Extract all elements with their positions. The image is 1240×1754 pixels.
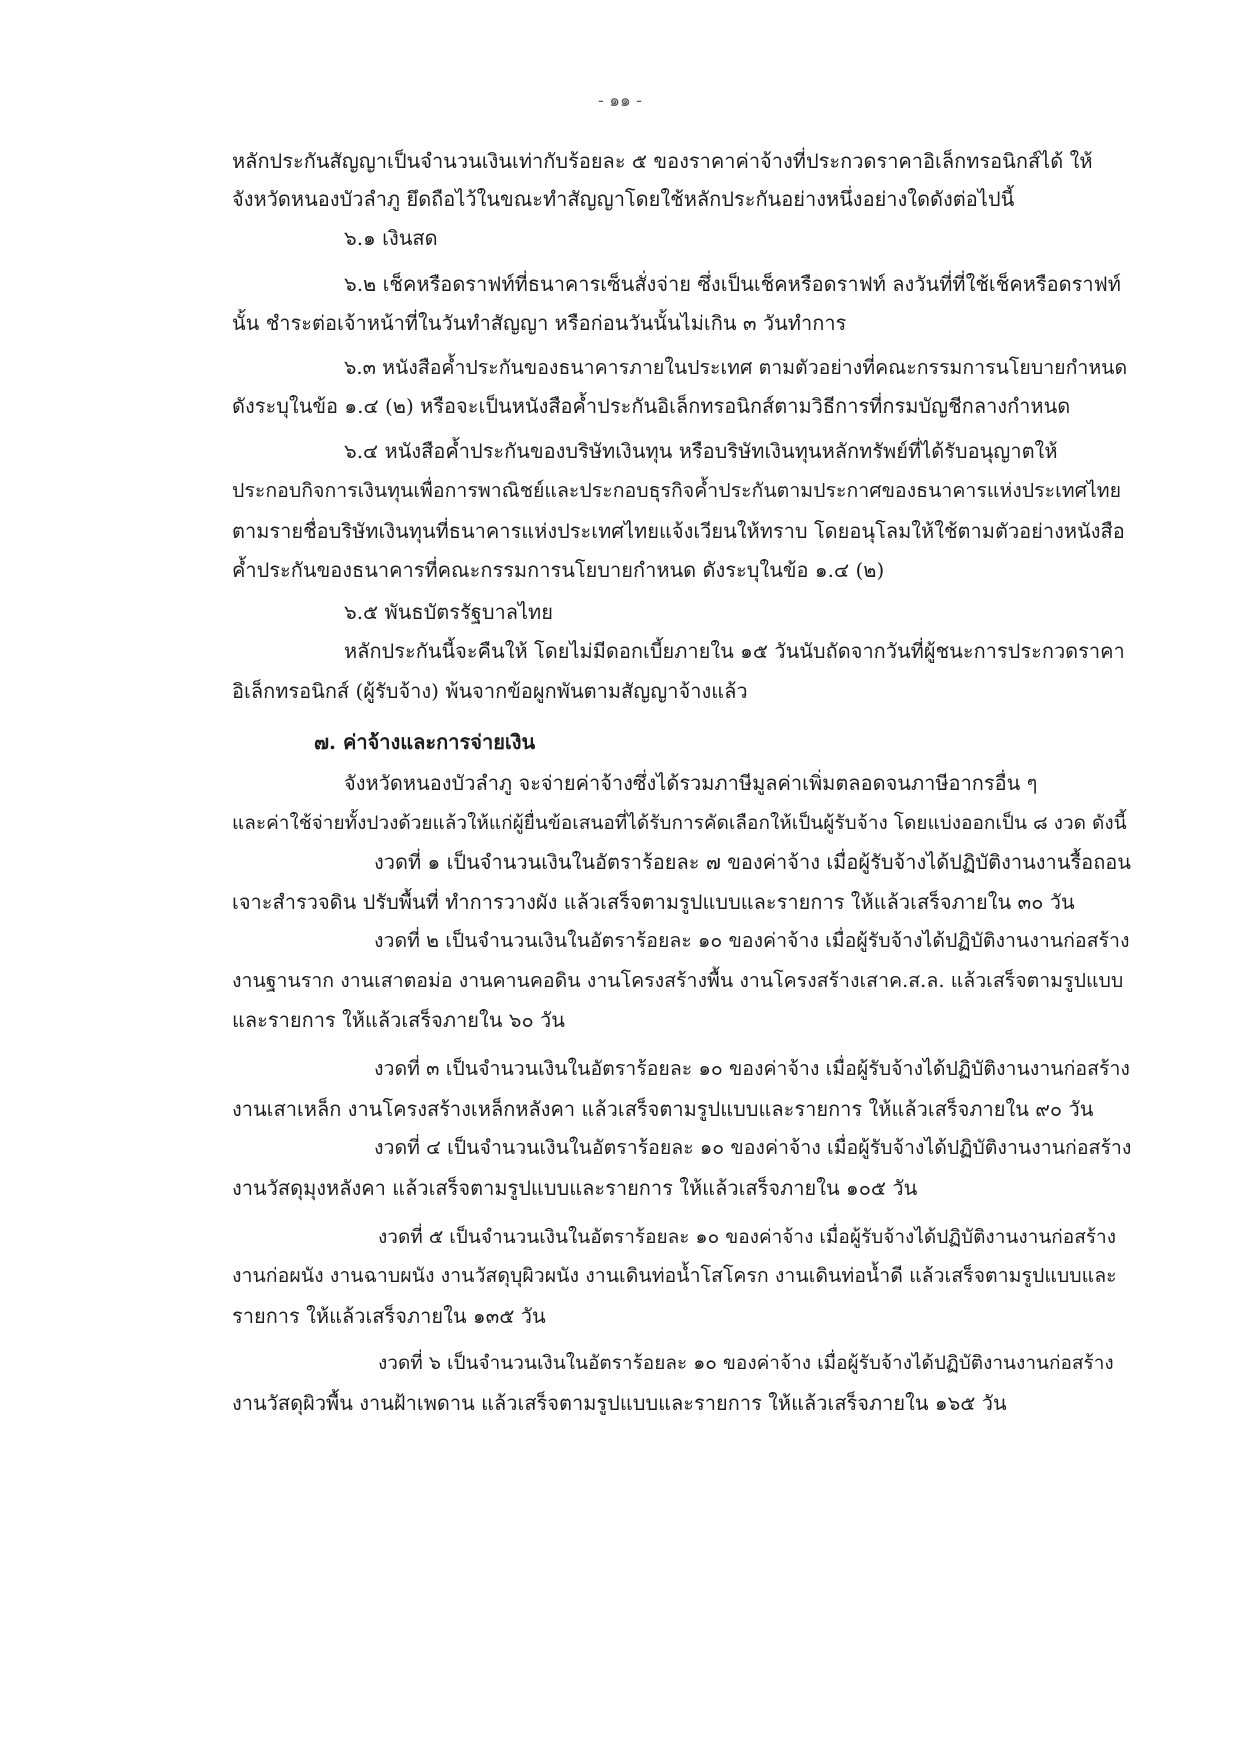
body-line: งานก่อผนัง งานฉาบผนัง งานวัสดุบุผิวผนัง งานเดินท่อน้ำโสโครก งานเดินท่อน้ำดี แล้วเสร็จตามรูปแบบและ xyxy=(232,1264,1117,1287)
body-line: ดังระบุในข้อ ๑.๔ (๒) หรือจะเป็นหนังสือค้ำประกันอิเล็กทรอนิกส์ตามวิธีการที่กรมบัญชีกลางกำหนด xyxy=(232,394,1071,418)
body-line: งานวัสดุมุงหลังคา แล้วเสร็จตามรูปแบบและรายการ ให้แล้วเสร็จภายใน ๑๐๕ วัน xyxy=(232,1176,918,1200)
body-line: อิเล็กทรอนิกส์ (ผู้รับจ้าง) พ้นจากข้อผูกพันตามสัญญาจ้างแล้ว xyxy=(232,679,748,703)
installment-6: งวดที่ ๖ เป็นจำนวนเงินในอัตราร้อยละ ๑๐ ของค่าจ้าง เมื่อผู้รับจ้างได้ปฏิบัติงานงานก่อสร้าง xyxy=(378,1352,1114,1374)
body-line: หลักประกันนี้จะคืนให้ โดยไม่มีดอกเบี้ยภายใน ๑๕ วันนับถัดจากวันที่ผู้ชนะการประกวดราคา xyxy=(344,639,1125,663)
page-number: - ๑๑ - xyxy=(598,91,642,111)
list-item-6-3: ๖.๓ หนังสือค้ำประกันของธนาคารภายในประเทศ ตามตัวอย่างที่คณะกรรมการนโยบายกำหนด xyxy=(344,356,1128,379)
body-line: งานวัสดุผิวพื้น งานฝ้าเพดาน แล้วเสร็จตามรูปแบบและรายการ ให้แล้วเสร็จภายใน ๑๖๕ วัน xyxy=(232,1391,1007,1415)
installment-3: งวดที่ ๓ เป็นจำนวนเงินในอัตราร้อยละ ๑๐ ของค่าจ้าง เมื่อผู้รับจ้างได้ปฏิบัติงานงานก่อสร้าง xyxy=(374,1057,1130,1080)
body-line: รายการ ให้แล้วเสร็จภายใน ๑๓๕ วัน xyxy=(232,1304,546,1328)
list-item-6-1: ๖.๑ เงินสด xyxy=(344,226,438,250)
section-heading-7: ๗. ค่าจ้างและการจ่ายเงิน xyxy=(314,730,536,754)
list-item-6-2: ๖.๒ เช็คหรือดราฟท์ที่ธนาคารเซ็นสั่งจ่าย ซึ่งเป็นเช็คหรือดราฟท์ ลงวันที่ที่ใช้เช็คหรือดราฟท์ xyxy=(344,272,1121,296)
body-line: ตามรายชื่อบริษัทเงินทุนที่ธนาคารแห่งประเทศไทยแจ้งเวียนให้ทราบ โดยอนุโลมให้ใช้ตามตัวอย่างหนังสือ xyxy=(232,519,1125,543)
body-line: และค่าใช้จ่ายทั้งปวงด้วยแล้วให้แก่ผู้ยื่นข้อเสนอที่ได้รับการคัดเลือกให้เป็นผู้รับจ้าง โดยแบ่งออกเป็น ๘ งวด ดังนี้ xyxy=(232,812,1127,834)
body-line: งานเสาเหล็ก งานโครงสร้างเหล็กหลังคา แล้วเสร็จตามรูปแบบและรายการ ให้แล้วเสร็จภายใน ๙๐ วัน xyxy=(232,1097,1094,1121)
body-line: นั้น ชำระต่อเจ้าหน้าที่ในวันทำสัญญา หรือก่อนวันนั้นไม่เกิน ๓ วันทำการ xyxy=(232,311,847,335)
body-line: เจาะสำรวจดิน ปรับพื้นที่ ทำการวางผัง แล้วเสร็จตามรูปแบบและรายการ ให้แล้วเสร็จภายใน ๓๐ วัน xyxy=(232,890,1075,914)
installment-1: งวดที่ ๑ เป็นจำนวนเงินในอัตราร้อยละ ๗ ของค่าจ้าง เมื่อผู้รับจ้างได้ปฏิบัติงานงานรื้อถอน xyxy=(374,850,1131,874)
body-line: จังหวัดหนองบัวลำภู จะจ่ายค่าจ้างซึ่งได้รวมภาษีมูลค่าเพิ่มตลอดจนภาษีอากรอื่น ๆ xyxy=(344,771,1038,795)
installment-2: งวดที่ ๒ เป็นจำนวนเงินในอัตราร้อยละ ๑๐ ของค่าจ้าง เมื่อผู้รับจ้างได้ปฏิบัติงานงานก่อสร้าง xyxy=(374,929,1130,952)
installment-5: งวดที่ ๕ เป็นจำนวนเงินในอัตราร้อยละ ๑๐ ของค่าจ้าง เมื่อผู้รับจ้างได้ปฏิบัติงานงานก่อสร้าง xyxy=(378,1226,1116,1248)
body-line: ค้ำประกันของธนาคารที่คณะกรรมการนโยบายกำหนด ดังระบุในข้อ ๑.๔ (๒) xyxy=(232,558,885,582)
body-line: และรายการ ให้แล้วเสร็จภายใน ๖๐ วัน xyxy=(232,1008,565,1032)
body-line: หลักประกันสัญญาเป็นจำนวนเงินเท่ากับร้อยละ ๕ ของราคาค่าจ้างที่ประกวดราคาอิเล็กทรอนิกส์ได้ ให้ xyxy=(232,149,1093,173)
list-item-6-4: ๖.๔ หนังสือค้ำประกันของบริษัทเงินทุน หรือบริษัทเงินทุนหลักทรัพย์ที่ได้รับอนุญาตให้ xyxy=(344,439,1058,463)
list-item-6-5: ๖.๕ พันธบัตรรัฐบาลไทย xyxy=(344,600,553,624)
body-line: ประกอบกิจการเงินทุนเพื่อการพาณิชย์และประกอบธุรกิจค้ำประกันตามประกาศของธนาคารแห่งประเทศไทย xyxy=(232,479,1122,502)
body-line: จังหวัดหนองบัวลำภู ยึดถือไว้ในขณะทำสัญญาโดยใช้หลักประกันอย่างหนึ่งอย่างใดดังต่อไปนี้ xyxy=(232,187,1015,211)
installment-4: งวดที่ ๔ เป็นจำนวนเงินในอัตราร้อยละ ๑๐ ของค่าจ้าง เมื่อผู้รับจ้างได้ปฏิบัติงานงานก่อสร้าง xyxy=(374,1136,1132,1159)
body-line: งานฐานราก งานเสาตอม่อ งานคานคอดิน งานโครงสร้างพื้น งานโครงสร้างเสาค.ส.ล. แล้วเสร็จตามรูปแบบ xyxy=(232,969,1124,992)
